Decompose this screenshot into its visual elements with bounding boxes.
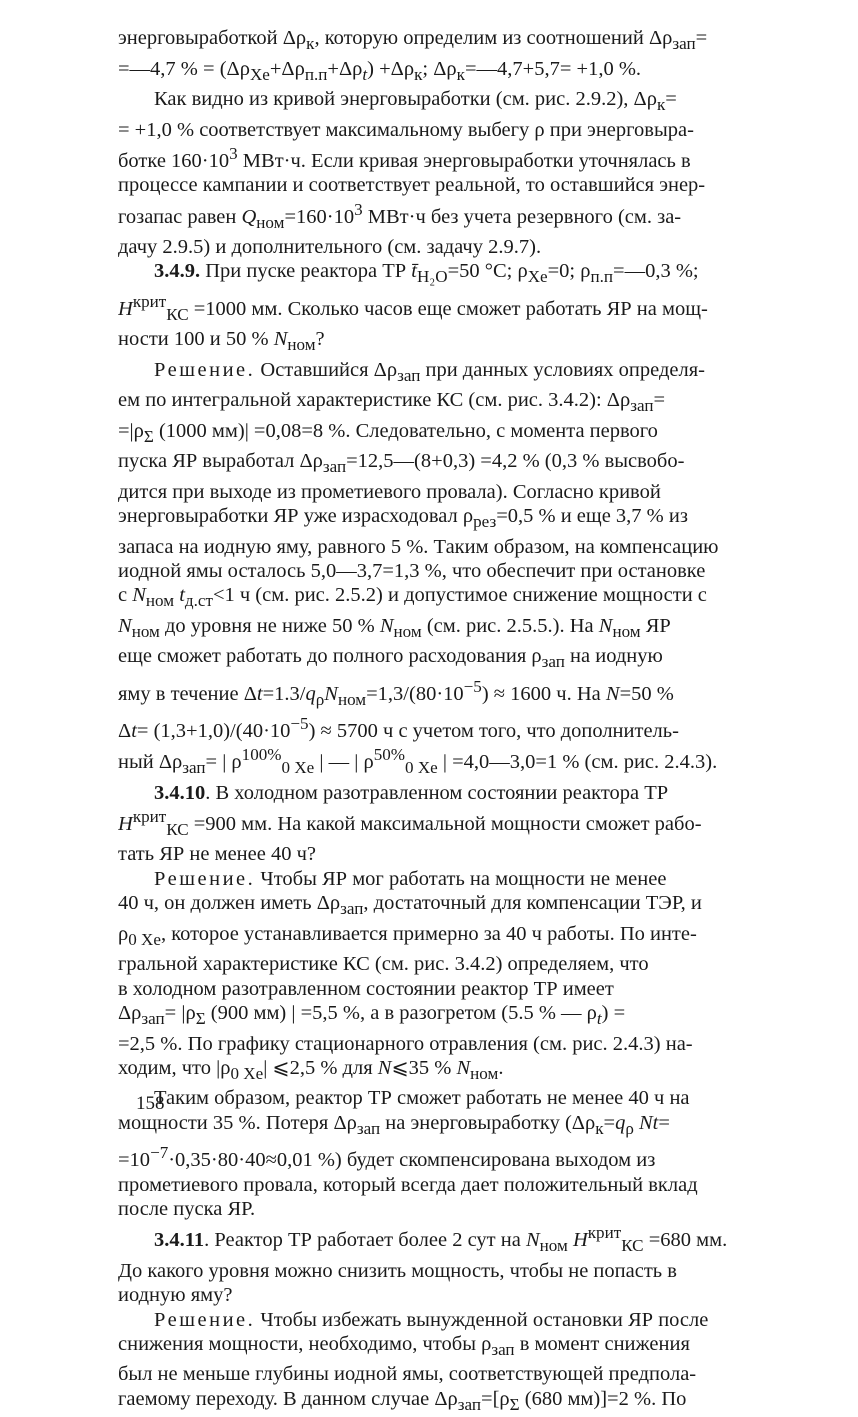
text-line: $=|\rho_\Sigma$ (1000 мм)| =0,08=8 %. Следовательно, с момента первого	[118, 419, 658, 446]
text-line: снижения мощности, необходимо, чтобы $\rho_{зап}$ в момент снижения	[118, 1332, 690, 1360]
text-line: $N_{ном}$ до уровня не ниже 50 % $N_{ном}$ (см. рис. 2.5.5.). На $N_{ном}$ ЯР	[118, 614, 671, 641]
text-line: иодной ямы осталось 5,0—3,7=1,3 %, что обеспечит при остановке	[118, 559, 706, 582]
text-line: прометиевого провала, который всегда дает положительный вклад	[118, 1173, 698, 1196]
text-line: еще сможет работать до полного расходования $\rho_{зап}$ на иодную	[118, 645, 663, 672]
text-line: Как видно из кривой энерговыработки (см. рис. 2.9.2), $\Delta\rho_к=$	[154, 88, 677, 115]
text-line: = +1,0 % соответствует максимальному выбегу ρ при энерговыра-	[118, 118, 694, 141]
text-line: До какого уровня можно снизить мощность, чтобы не попасть в	[118, 1259, 677, 1282]
text-line: с $N_{ном}$ $t_{д.ст}<1$ ч (см. рис. 2.5.2) и допустимое снижение мощности с	[118, 584, 707, 611]
text-line: процессе кампании и соответствует реальной, то оставшийся энер-	[118, 174, 706, 197]
text-line: ем по интегральной характеристике КС (см. рис. 3.4.2): $\Delta\rho_{зап}=$	[118, 389, 666, 416]
text-line: пуска ЯР выработал $\Delta\rho_{зап}=12,5—(8+0,3) =4,2$ % (0,3 % высвобо-	[118, 450, 685, 477]
text-line: =2,5 %. По графику стационарного отравления (см. рис. 2.4.3) на-	[118, 1032, 693, 1055]
text-line: 3.4.9. При пуске реактора ТР $t̄_{H_2O}=50$ °С; $\rho_{Xe}=0$; $\rho_{п.п}=—0,3$ %;	[154, 260, 699, 287]
text-line: дачу 2.9.5) и дополнительного (см. задачу 2.9.7).	[118, 235, 542, 258]
page-text	[118, 26, 808, 1417]
text-line: энерговыработки ЯР уже израсходовал $\rho_{рез}=0,5$ % и еще 3,7 % из	[118, 505, 688, 532]
text-line: был не меньше глубины иодной ямы, соответствующей предпола-	[118, 1363, 697, 1386]
text-line: =—4,7 % = $(\Delta\rho_{Xe}+\Delta\rho_{п.п}+\Delta\rho_t) +\Delta\rho_к$; $\Delta\rho_к=—4,7+5,7= +1,0$ %.	[118, 57, 642, 84]
text-line: мощности 35 %. Потеря $\Delta\rho_{зап}$ на энерговыработку ($\Delta\rho_к=q_\rho$ Nt=	[118, 1111, 670, 1138]
text-line: Таким образом, реактор ТР сможет работать не менее 40 ч на	[154, 1087, 690, 1110]
text-line: гральной характеристике КС (см. рис. 3.4.2) определяем, что	[118, 953, 649, 976]
text-line: гаемому переходу. В данном случае $\Delta\rho_{зап}=[\rho_\Sigma$ (680 мм)]=2 %. По	[118, 1387, 687, 1414]
text-line: 40 ч, он должен иметь $\Delta\rho_{зап}$, достаточный для компенсации ТЭР, и	[118, 892, 702, 919]
text-line: ходим, что $|\rho_{0 Xe}|$ ⩽2,5 % для N⩽35 % $N_{ном}$.	[118, 1056, 504, 1084]
text-line: дится при выходе из прометиевого провала). Согласно кривой	[118, 480, 661, 503]
text-line: $H^{крит}_{КС} =1000$ мм. Сколько часов еще сможет работать ЯР на мощ-	[118, 291, 708, 324]
text-line: в холодном разотравленном состоянии реактор ТР имеет	[118, 977, 614, 1000]
text-line: запаса на иодную яму, равного 5 %. Таким образом, на компенсацию	[118, 535, 719, 558]
page-number: 158	[136, 1093, 165, 1114]
text-line: ботке $160\cdot 10^3$ МВт·ч. Если кривая энерговыработки уточнялась в	[118, 143, 691, 172]
text-line: иодную яму?	[118, 1284, 233, 1307]
text-line: яму в течение $\Delta t=1.3/q_\rho N_{ном}=1,3/(80\cdot 10^{-5}) \approx 1600$ ч. На N=50 %	[118, 676, 674, 709]
text-line: энерговыработкой $\Delta\rho_к$, которую определим из соотношений $\Delta\rho_{зап}=$	[118, 27, 708, 54]
text-line: 3.4.10. В холодном разотравленном состоянии реактора ТР	[154, 781, 669, 804]
text-line: $\Delta t= (1,3+1,0)/(40\cdot 10^{-5}) \approx 5700$ ч с учетом того, что дополнитель-	[118, 714, 679, 742]
text-line: Решение. Чтобы ЯР мог работать на мощности не менее	[154, 867, 667, 890]
text-line: $\Delta\rho_{зап}= |\rho_\Sigma$ (900 мм) | =5,5 %, а в разогретом (5.5 % — $\rho_t$) =	[118, 1002, 626, 1029]
text-line: ный $\Delta\rho_{зап}=$ | $\rho^{100\%}_{0 Xe}$ | — | $\rho^{50\%}_{0 Xe}$ | =4,0—3,0=1 % (см. рис. 2.4.3).	[118, 745, 718, 778]
text-line: $=10^{-7}\cdot 0,35\cdot 80\cdot 40\approx 0,01$ %) будет скомпенсирована выходом из	[118, 1143, 656, 1172]
text-line: Решение. Чтобы избежать вынужденной остановки ЯР после	[154, 1308, 709, 1331]
text-line: тать ЯР не менее 40 ч?	[118, 843, 317, 866]
text-line: $\rho_{0 Xe}$, которое устанавливается примерно за 40 ч работы. По инте-	[118, 922, 697, 949]
text-line: ности 100 и 50 % $N_{ном}$?	[118, 328, 325, 355]
text-line: гозапас равен $Q_{ном}=160\cdot 10^3$ МВт·ч без учета резервного (см. за-	[118, 199, 682, 232]
text-line: после пуска ЯР.	[118, 1198, 256, 1221]
text-line: 3.4.11. Реактор ТР работает более 2 сут на $N_{ном}$ $H^{крит}_{КС} =680$ мм.	[154, 1223, 728, 1256]
text-line: Решение. Оставшийся $\Delta\rho_{зап}$ при данных условиях определя-	[154, 358, 706, 385]
text-line: $H^{крит}_{КС} =900$ мм. На какой максимальной мощности сможет рабо-	[118, 807, 702, 840]
